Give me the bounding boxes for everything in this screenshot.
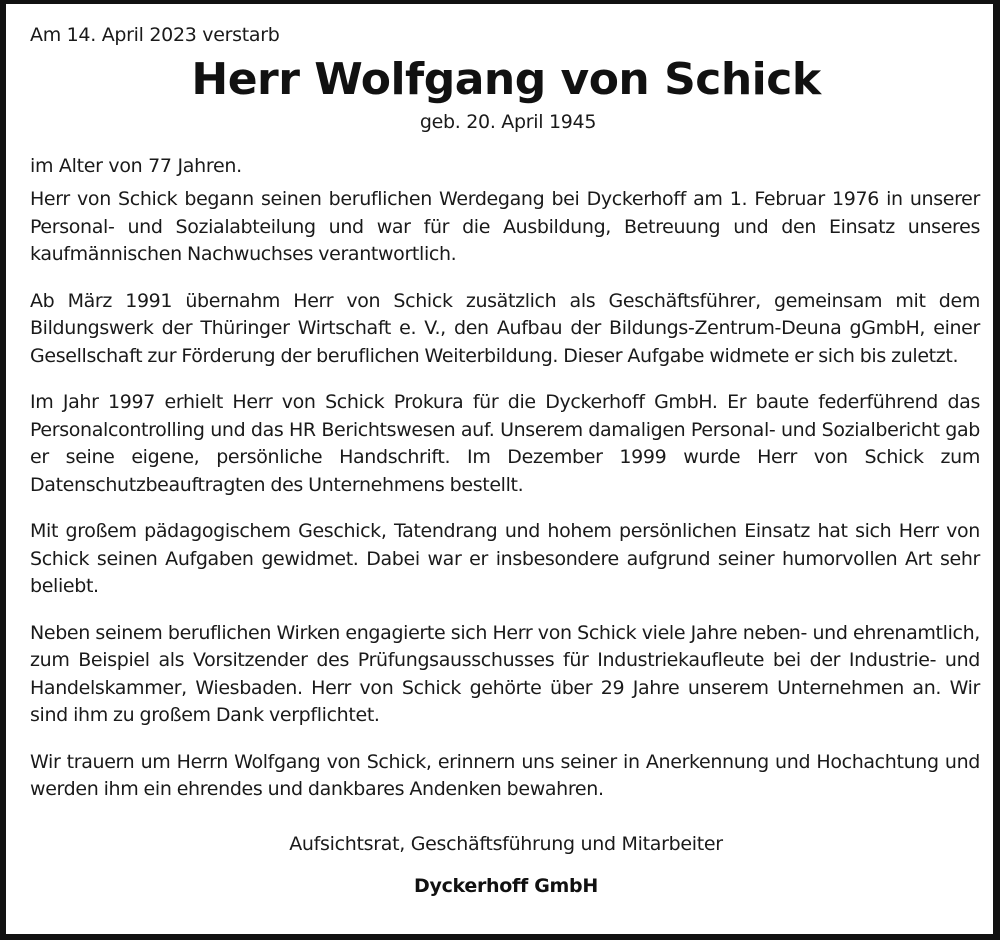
- age-statement: im Alter von 77 Jahren.: [30, 155, 242, 177]
- paragraph-career-start: Herr von Schick begann seinen beruflichen Werdegang bei Dyckerhoff am 1. Februar 1976 in unserer Personal- und Sozialabteilung und war für die Ausbildung, Betreuung und den Einsatz unseres kaufmännischen Nachwuchses verantwortlich.: [30, 188, 980, 265]
- paragraph-managing-director: Ab März 1991 übernahm Herr von Schick zusätzlich als Geschäftsführer, gemeinsam mit dem Bildungswerk der Thüringer Wirtschaft e. V., den Aufbau der Bildungs-Zentrum-Deuna gGmbH, einer Gesellschaft zur Förderung der beruflichen Weiterbildung. Dieser Aufgabe widmete er sich bis zuletzt.: [30, 289, 980, 367]
- signature-line: Aufsichtsrat, Geschäftsführung und Mitarbeiter: [289, 832, 723, 855]
- paragraph-character: Mit großem pädagogischem Geschick, Tatendrang und hohem persönlichen Einsatz hat sich Herr von Schick seinen Aufgaben gewidmet. Dabei war er insbesondere aufgrund seiner humorvollen Art sehr beliebt.: [30, 520, 980, 597]
- paragraph-prokura: Im Jahr 1997 erhielt Herr von Schick Prokura für die Dyckerhoff GmbH. Er baute federführend das Personalcontrolling und das HR Berichtswesen auf. Unserem damaligen Personal- und Sozialbericht gab er seine eigene, persönliche Handschrift. Im Dezember 1999 wurde Herr von Schick zum Datenschutzbeauftragten des Unternehmens bestellt.: [30, 391, 980, 496]
- death-date-intro: Am 14. April 2023 verstarb: [30, 24, 280, 46]
- paragraph-mourning: Wir trauern um Herrn Wolfgang von Schick, erinnern uns seiner in Anerkennung und Hochachtung und werden ihm ein ehrendes und dankbares Andenken bewahren.: [30, 750, 980, 800]
- paragraph-volunteer-work: Neben seinem beruflichen Wirken engagierte sich Herr von Schick viele Jahre neben- und ehrenamtlich, zum Beispiel als Vorsitzender des Prüfungsausschusses für Industriekaufleute bei der Industrie- und Handelskammer, Wiesbaden. Herr von Schick gehörte über 29 Jahre unserem Unternehmen an. Wir sind ihm zu großem Dank verpflichtet.: [30, 621, 980, 726]
- deceased-name-heading: Herr Wolfgang von Schick: [191, 54, 821, 105]
- company-name: Dyckerhoff GmbH: [414, 874, 598, 897]
- birth-date: geb. 20. April 1945: [419, 111, 597, 133]
- obituary-content: [30, 20, 980, 900]
